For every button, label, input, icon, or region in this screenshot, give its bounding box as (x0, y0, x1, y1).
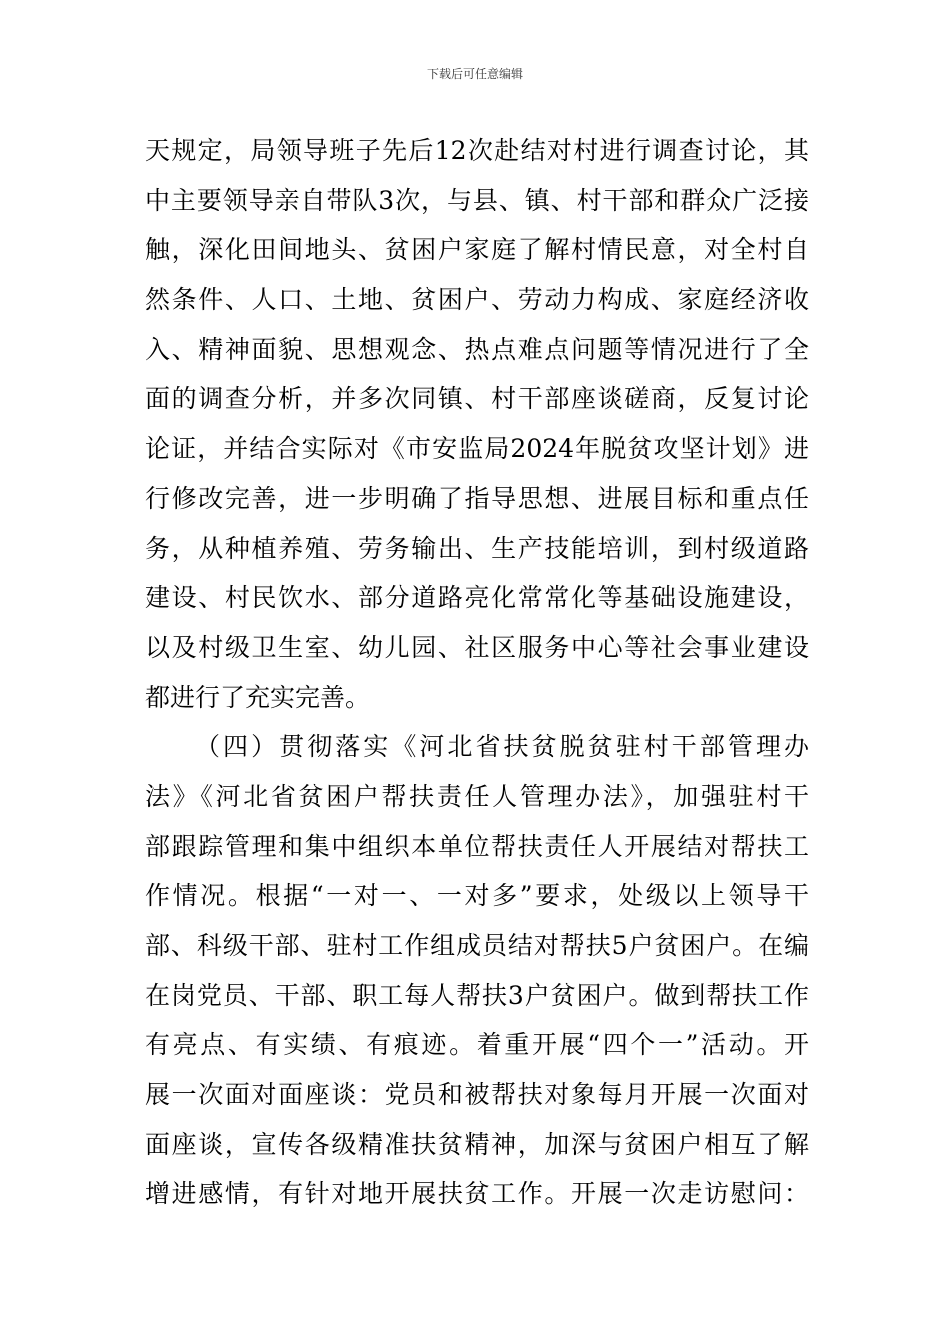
text-line: 部、科级干部、驻村工作组成员结对帮扶5户贫困户。在编 (145, 931, 809, 960)
text-line: 法》《河北省贫困户帮扶责任人管理办法》，加强驻村干 (145, 781, 809, 811)
text-line: 务，从种植养殖、劳务输出、生产技能培训，到村级道路 (145, 533, 809, 563)
text-line: 以及村级卫生室、幼儿园、社区服务中心等社会事业建设 (145, 632, 809, 662)
paragraph (145, 722, 809, 1219)
paragraph (145, 126, 809, 722)
text-line: 行修改完善，进一步明确了指导思想、进展目标和重点任 (145, 483, 809, 513)
text-line: 触，深化田间地头、贫困户家庭了解村情民意，对全村自 (145, 235, 809, 265)
text-line: 天规定，局领导班子先后12次赴结对村进行调查讨论，其 (145, 136, 809, 165)
text-line: 面座谈，宣传各级精准扶贫精神，加深与贫困户相互了解 (145, 1129, 809, 1159)
text-line: 有亮点、有实绩、有痕迹。着重开展“四个一”活动。开 (145, 1030, 809, 1060)
text-line: （四）贯彻落实《河北省扶贫脱贫驻村干部管理办 (195, 732, 809, 762)
text-line: 都进行了充实完善。 (145, 682, 371, 712)
text-line: 在岗党员、干部、职工每人帮扶3户贫困户。做到帮扶工作 (145, 980, 809, 1010)
text-line: 面的调查分析，并多次同镇、村干部座谈磋商，反复讨论 (145, 384, 809, 414)
page-header: 下载后可任意编辑 (426, 67, 523, 81)
text-line: 建设、村民饮水、部分道路亮化常常化等基础设施建设， (145, 583, 809, 613)
text-line: 论证，并结合实际对《市安监局2024年脱贫攻坚计划》进 (145, 434, 809, 464)
text-line: 部跟踪管理和集中组织本单位帮扶责任人开展结对帮扶工 (145, 831, 809, 861)
text-line: 作情况。根据“一对一、一对多”要求，处级以上领导干 (145, 881, 809, 911)
text-line: 展一次面对面座谈：党员和被帮扶对象每月开展一次面对 (145, 1080, 809, 1110)
text-line: 中主要领导亲自带队3次，与县、镇、村干部和群众广泛接 (145, 185, 809, 215)
text-line: 然条件、人口、土地、贫困户、劳动力构成、家庭经济收 (145, 285, 809, 315)
document-body (145, 126, 809, 1219)
text-line: 入、精神面貌、思想观念、热点难点问题等情况进行了全 (145, 334, 809, 364)
text-line: 增进感情，有针对地开展扶贫工作。开展一次走访慰问： (145, 1179, 809, 1209)
